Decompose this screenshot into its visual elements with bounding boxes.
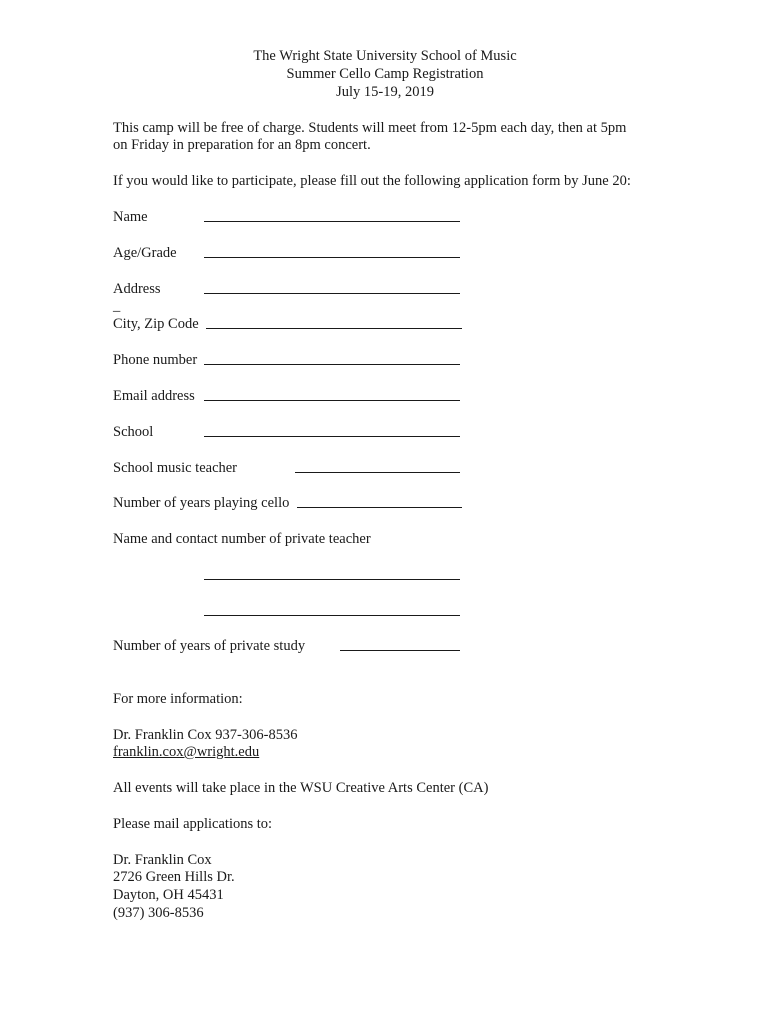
email-label: Email address [113,388,195,404]
years-cello-field[interactable] [297,507,462,508]
mail-phone: (937) 306-8536 [113,905,204,921]
school-field[interactable] [204,436,460,437]
private-teacher-field-1[interactable] [204,579,460,580]
title-dates: July 15-19, 2019 [336,84,434,100]
private-teacher-field-2[interactable] [204,615,460,616]
phone-label: Phone number [113,352,198,368]
mail-heading: Please mail applications to: [113,816,273,832]
school-music-teacher-field[interactable] [295,472,460,473]
phone-field[interactable] [204,364,460,365]
address-field[interactable] [204,293,460,294]
mail-street: 2726 Green Hills Dr. [113,869,235,885]
intro-text-line-1: This camp will be free of charge. Students will meet from 12-5pm each day, then at 5pm [113,120,627,136]
address-stray-mark: _ [113,298,121,314]
contact-name-phone: Dr. Franklin Cox 937-306-8536 [113,727,298,743]
city-zip-label: City, Zip Code [113,316,199,332]
years-private-field[interactable] [340,650,460,651]
years-private-label: Number of years of private study [113,638,306,654]
mail-name: Dr. Franklin Cox [113,852,212,868]
instructions-text: If you would like to participate, please fill out the following application form by June 20: [113,173,631,189]
private-teacher-label: Name and contact number of private teacher [113,531,371,547]
age-grade-label: Age/Grade [113,245,177,261]
contact-email-link[interactable]: franklin.cox@wright.edu [113,744,260,760]
more-info-heading: For more information: [113,691,243,707]
mail-city: Dayton, OH 45431 [113,887,224,903]
title-camp: Summer Cello Camp Registration [286,66,484,82]
title-school: The Wright State University School of Music [253,48,517,64]
email-field[interactable] [204,400,460,401]
location-text: All events will take place in the WSU Creative Arts Center (CA) [113,780,489,796]
name-label: Name [113,209,148,225]
address-label: Address [113,281,161,297]
age-grade-field[interactable] [204,257,460,258]
name-field[interactable] [204,221,460,222]
intro-text-line-2: on Friday in preparation for an 8pm concert. [113,137,371,153]
years-cello-label: Number of years playing cello [113,495,290,511]
city-zip-field[interactable] [206,328,462,329]
school-music-teacher-label: School music teacher [113,460,238,476]
school-label: School [113,424,154,440]
